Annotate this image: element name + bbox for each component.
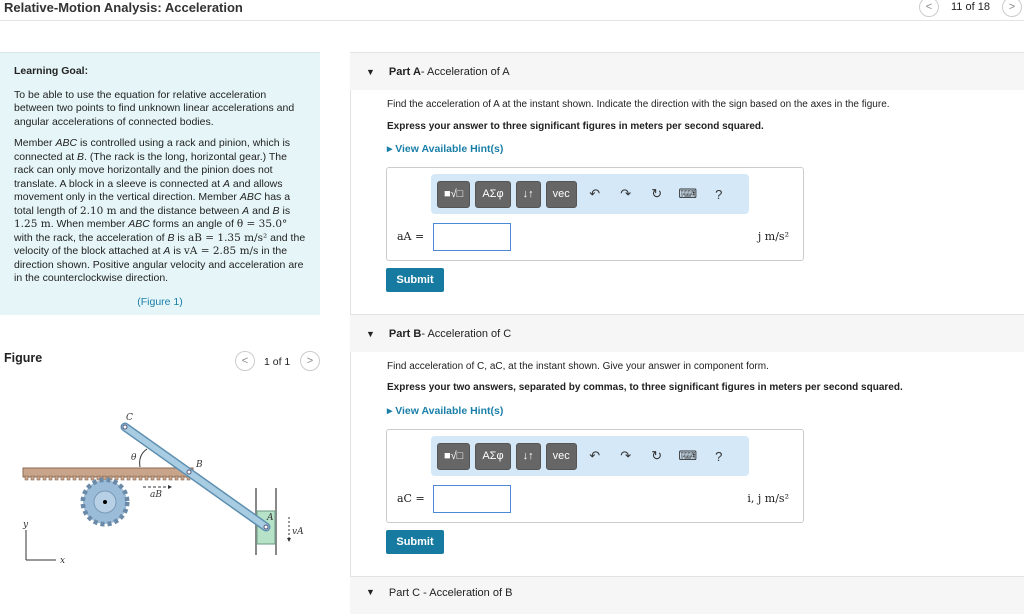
part-a-hint-link[interactable]: ▸ View Available Hint(s) [387, 143, 504, 155]
rack-tooth [49, 476, 52, 480]
rack-tooth [163, 476, 166, 480]
rack-tooth [139, 476, 142, 480]
problem-statement: Member ABC is controlled using a rack and pinion, which is connected at B. (The rack is the long, horizontal gear.) The rack can only move horizontally and the pinion does not translate. A block in a sleeve is connected at A and allows movement only in the vertical direction. Member ABC has a total length of 2.10 m and the distance between A and B is 1.25 m. When member ABC forms an angle of θ = 35.0° with the rack, the acceleration of B is aB = 1.35 m/s² and the velocity of the block attached at A is vA = 2.85 m/s in the direction shown. Positive angular velocity and acceleration are in the counterclockwise direction. [14, 137, 306, 284]
label-b: B [196, 460, 203, 470]
rack-tooth [31, 476, 34, 480]
rack-tooth [73, 476, 76, 480]
label-x: x [60, 556, 66, 566]
keyboard-icon[interactable]: ⌨ [678, 448, 698, 463]
part-a-answer-box [386, 167, 804, 261]
vec-button[interactable]: vec [546, 181, 577, 208]
part-b-instruction: Express your two answers, separated by commas, to three significant figures in meters per second squared. [387, 382, 903, 393]
learning-goal-heading: Learning Goal: [14, 65, 89, 77]
part-a-question: Find the acceleration of A at the instant shown. Indicate the direction with the sign based on the axes in the figure. [387, 99, 890, 110]
figure-next-button[interactable]: > [300, 351, 320, 371]
part-b-question: Find acceleration of C, aC, at the instant shown. Give your answer in component form. [387, 361, 769, 372]
item-counter: 11 of 18 [951, 1, 990, 13]
rack-tooth [55, 476, 58, 480]
vec-button[interactable]: vec [546, 443, 577, 470]
figure-link[interactable]: (Figure 1) [137, 295, 183, 308]
label-a: A [267, 513, 274, 523]
math-toolbar [431, 436, 749, 476]
pinion-gear [83, 480, 127, 524]
arrows-button[interactable]: ↓↑ [516, 443, 541, 470]
redo-icon[interactable]: ↷ [620, 448, 632, 463]
figure-counter: 1 of 1 [264, 356, 291, 368]
greek-symbols-button[interactable]: AΣφ [475, 443, 510, 470]
redo-icon[interactable]: ↷ [620, 186, 632, 201]
arrows-button[interactable]: ↓↑ [516, 181, 541, 208]
label-ab: aB [150, 490, 162, 500]
next-item-button[interactable]: > [1002, 0, 1022, 17]
label-c: C [126, 413, 133, 423]
unit-label: i, j m/s² [747, 492, 789, 505]
learning-goal-intro: To be able to use the equation for relative acceleration between two points to find unknown linear accelerations and angular accelerations of connected bodies. [14, 88, 295, 128]
rack-tooth [25, 476, 28, 480]
rack-tooth [133, 476, 136, 480]
rack-pinion-figure [0, 400, 330, 590]
rack-tooth [151, 476, 154, 480]
acceleration-c-input[interactable] [433, 485, 511, 513]
answer-label: aA = [397, 230, 425, 243]
help-icon[interactable]: ? [715, 448, 723, 464]
page-title: Relative-Motion Analysis: Acceleration [4, 0, 243, 15]
part-a-submit-button[interactable]: Submit [386, 268, 444, 292]
undo-icon[interactable]: ↶ [589, 448, 601, 463]
collapse-icon: ▼ [366, 66, 375, 77]
rack-tooth [127, 476, 130, 480]
answer-label: aC = [397, 492, 425, 505]
part-a-header[interactable]: ▼ Part A - Acceleration of A [350, 52, 1024, 90]
figure-prev-button[interactable]: < [235, 351, 255, 371]
learning-goal-panel [0, 52, 320, 315]
label-y: y [23, 520, 29, 530]
header-divider [0, 20, 1024, 21]
part-b-submit-button[interactable]: Submit [386, 530, 444, 554]
part-c-header[interactable]: ▼ Part C - Acceleration of B [350, 576, 1024, 614]
help-icon[interactable]: ? [715, 186, 723, 202]
rack-tooth [145, 476, 148, 480]
prev-item-button[interactable]: < [919, 0, 939, 17]
part-b-answer-box [386, 429, 804, 523]
rack-tooth [91, 476, 94, 480]
rack-tooth [181, 476, 184, 480]
math-toolbar [431, 174, 749, 214]
reset-icon[interactable]: ↻ [651, 186, 663, 201]
rack-tooth [79, 476, 82, 480]
keyboard-icon[interactable]: ⌨ [678, 186, 698, 201]
unit-label: j m/s² [757, 230, 789, 243]
rack-tooth [67, 476, 70, 480]
figure-heading: Figure [4, 351, 43, 365]
part-b-header[interactable]: ▼ Part B - Acceleration of C [350, 314, 1024, 352]
rack-tooth [43, 476, 46, 480]
part-b-hint-link[interactable]: ▸ View Available Hint(s) [387, 405, 504, 417]
rack-tooth [115, 476, 118, 480]
rack-tooth [175, 476, 178, 480]
rack-tooth [121, 476, 124, 480]
label-theta: θ [131, 453, 137, 463]
rack-tooth [97, 476, 100, 480]
templates-button[interactable]: ■√□ [437, 181, 470, 208]
rack-tooth [61, 476, 64, 480]
collapse-icon: ▼ [366, 328, 375, 339]
rack-tooth [169, 476, 172, 480]
label-va: vA [292, 527, 304, 537]
greek-symbols-button[interactable]: AΣφ [475, 181, 510, 208]
rack-tooth [37, 476, 40, 480]
templates-button[interactable]: ■√□ [437, 443, 470, 470]
acceleration-a-input[interactable] [433, 223, 511, 251]
rack-tooth [85, 476, 88, 480]
undo-icon[interactable]: ↶ [589, 186, 601, 201]
rack-tooth [157, 476, 160, 480]
collapse-icon: ▼ [366, 587, 375, 597]
reset-icon[interactable]: ↻ [651, 448, 663, 463]
part-a-instruction: Express your answer to three significant figures in meters per second squared. [387, 121, 764, 132]
